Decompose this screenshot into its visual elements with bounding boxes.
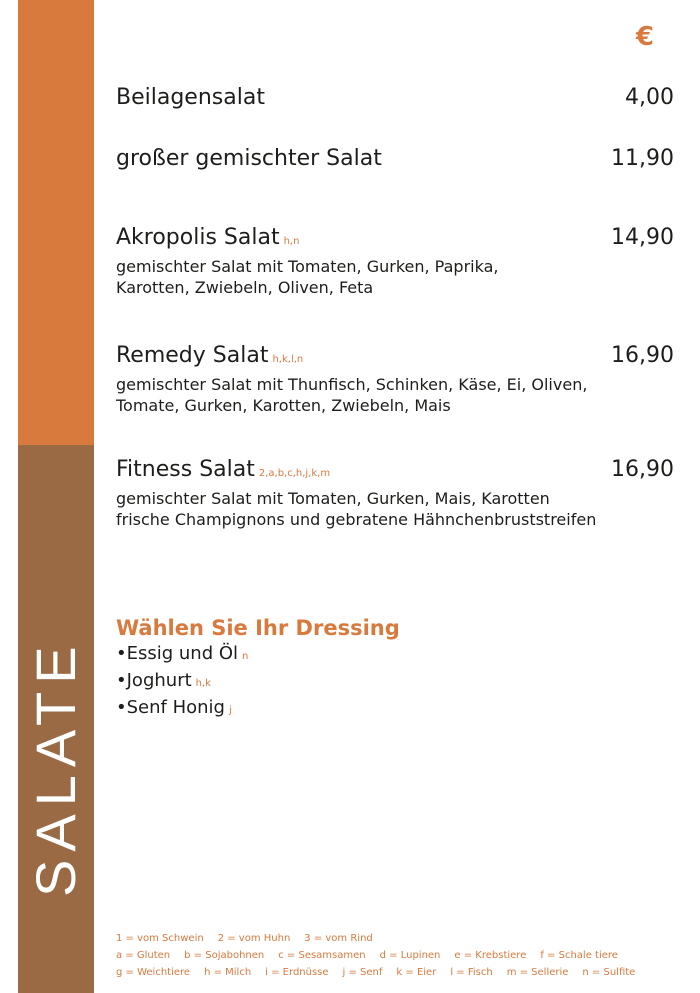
menu-item-price: 16,90: [611, 343, 674, 368]
allergen-codes: h,n: [283, 236, 300, 247]
menu-item-description: gemischter Salat mit Tomaten, Gurken, Paprika, Karotten, Zwiebeln, Oliven, Feta: [116, 257, 499, 297]
dressing-list: [116, 642, 400, 723]
dressing-option: • Senf Honig j: [116, 696, 400, 723]
legend-row-meat: 1 = vom Schwein 2 = vom Huhn 3 = vom Rind: [116, 933, 373, 944]
menu-item-description: gemischter Salat mit Thunfisch, Schinken, Käse, Ei, Oliven, Tomate, Gurken, Karotten, Zwiebeln, Mais: [116, 375, 588, 415]
legend-row-allergens-1: a = Gluten b = Sojabohnen c = Sesamsamen d = Lupinen e = Krebstiere f = Schale tiere: [116, 950, 618, 961]
menu-item-price: 14,90: [611, 225, 674, 250]
menu-item-beilagensalat: [116, 84, 674, 112]
allergen-codes: h,k: [195, 678, 211, 689]
dressing-heading: Wählen Sie Ihr Dressing: [116, 616, 400, 640]
dressing-option: • Essig und Öl n: [116, 642, 400, 669]
section-title: SALATE: [24, 638, 87, 897]
side-band-orange: [18, 0, 94, 445]
menu-item-name: großer gemischter Salat: [116, 146, 382, 171]
menu-item-akropolis-salat: [116, 224, 674, 298]
legend-row-allergens-2: g = Weichtiere h = Milch i = Erdnüsse j = Senf k = Eier l = Fisch m = Sellerie n = Sulfite: [116, 967, 636, 978]
menu-item-price: 4,00: [625, 85, 674, 110]
menu-item-name: Akropolis Salat h,n: [116, 225, 300, 250]
allergen-codes: 2,a,b,c,h,j,k,m: [258, 468, 331, 479]
menu-item-price: 16,90: [611, 457, 674, 482]
allergen-codes: n: [242, 651, 249, 662]
menu-item-description: gemischter Salat mit Tomaten, Gurken, Mais, Karotten frische Champignons und gebratene Hähnchenbruststreifen: [116, 489, 597, 529]
menu-item-price: 11,90: [611, 146, 674, 171]
allergen-legend: [116, 930, 649, 981]
menu-item-name: Fitness Salat 2,a,b,c,h,j,k,m: [116, 457, 331, 482]
allergen-codes: j: [228, 705, 232, 716]
menu-item-fitness-salat: [116, 456, 674, 530]
menu-item-name: Remedy Salat h,k,l,n: [116, 343, 304, 368]
menu-item-remedy-salat: [116, 342, 674, 416]
dressing-section: [116, 614, 400, 723]
allergen-codes: h,k,l,n: [272, 354, 304, 365]
menu-item-gemischter-salat: [116, 145, 674, 173]
dressing-option: • Joghurt h,k: [116, 669, 400, 696]
menu-item-name: Beilagensalat: [116, 85, 265, 110]
section-label: [18, 445, 94, 993]
currency-symbol: €: [635, 22, 654, 52]
